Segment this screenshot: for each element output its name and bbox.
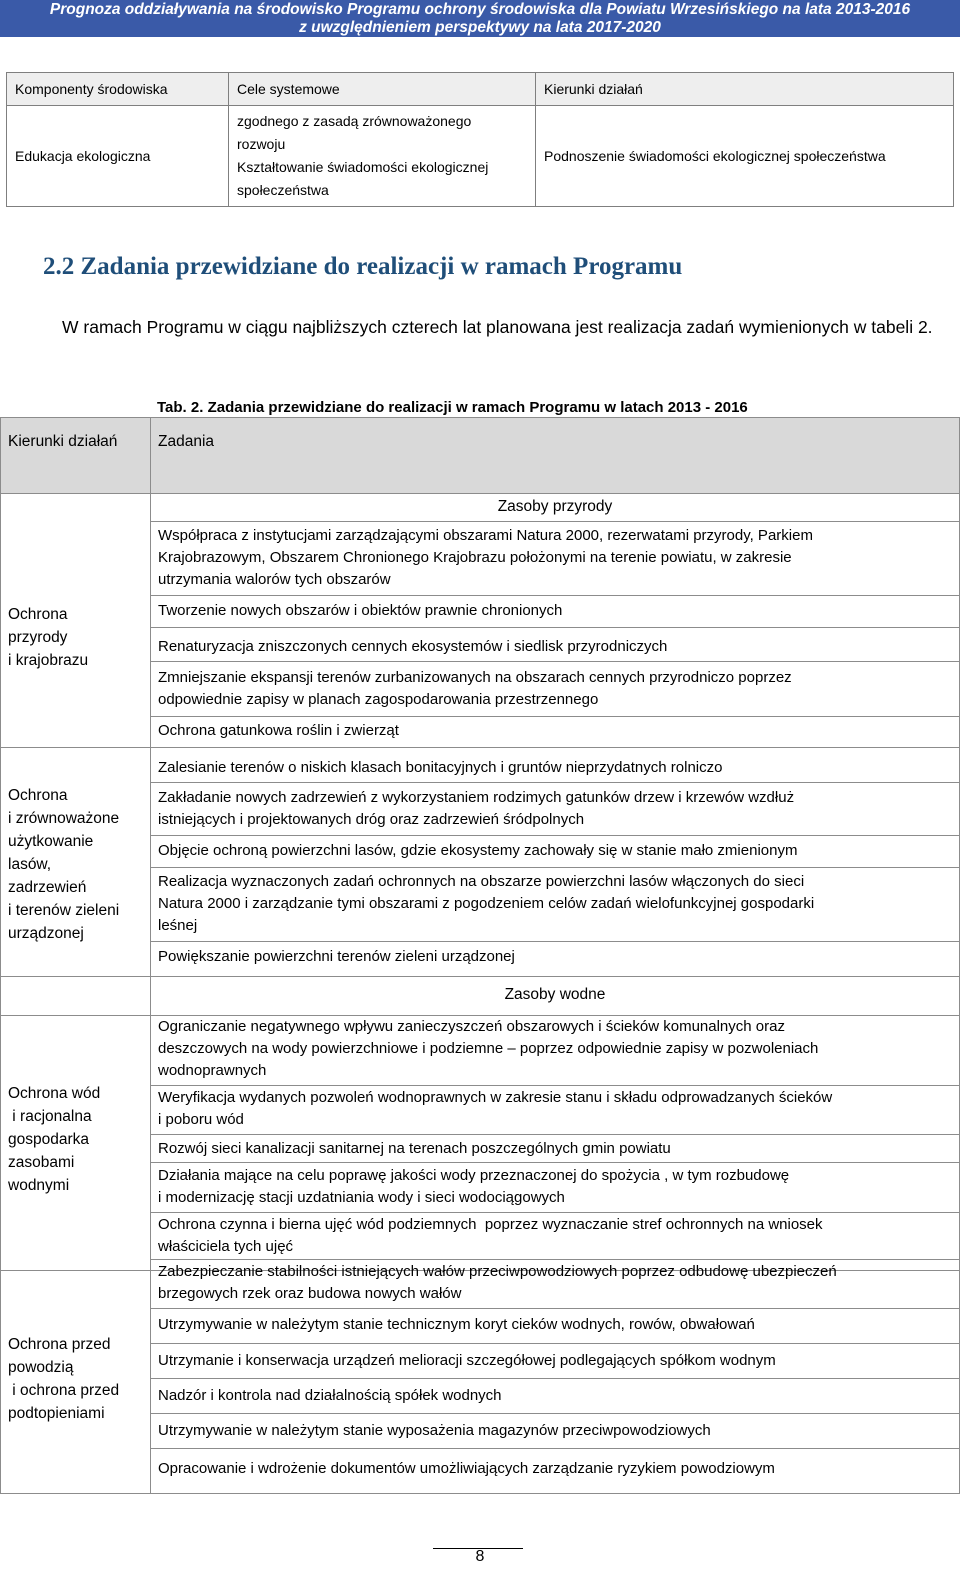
table-border [0, 417, 1, 1493]
task-cell [158, 1385, 948, 1407]
task-line: Zakładanie nowych zadrzewień z wykorzystaniem rodzimych gatunków drzew i krzewów wzdłuż [158, 789, 795, 806]
direction-line: podtopieniami [8, 1405, 105, 1422]
table-border [150, 1448, 960, 1449]
direction-line: zasobami [8, 1154, 75, 1171]
direction-line: i terenów zieleni [8, 902, 120, 919]
task-line: brzegowych rzek oraz budowa nowych wałów [158, 1285, 462, 1302]
column-header-tasks: Zadania [158, 433, 215, 450]
task-cell [158, 871, 948, 937]
table-border [150, 1212, 960, 1213]
header-title-line2: z uwzględnieniem perspektywy na lata 2017-2020 [299, 19, 661, 36]
page-number: 8 [475, 1548, 485, 1565]
task-line: Nadzór i kontrola nad działalnością spółek wodnych [158, 1387, 502, 1404]
table-border [0, 417, 960, 418]
table-border [150, 716, 960, 717]
task-cell [158, 946, 948, 968]
task-line: Rozwój sieci kanalizacji sanitarnej na terenach poszczególnych gmin powiatu [158, 1140, 671, 1157]
components-table [6, 72, 954, 207]
section-heading: 2.2 Zadania przewidziane do realizacji w ramach Programu [43, 253, 683, 280]
task-line: Natura 2000 i zarządzanie tymi obszarami z pogodzeniem celów zadań wielofunkcyjnej gospodarki [158, 895, 815, 912]
task-line: deszczowych na wody powierzchniowe i podziemne – poprzez odpowiednie zapisy w pozwoleniach [158, 1040, 819, 1057]
table-border [150, 1413, 960, 1414]
table-border [150, 1085, 960, 1086]
table-border [150, 521, 960, 522]
task-cell [158, 1087, 948, 1131]
goal-line: społeczeństwa [237, 182, 329, 198]
direction-line: gospodarka [8, 1131, 90, 1148]
components-table-header-row [7, 73, 954, 106]
direction-line: i ochrona przed [8, 1382, 120, 1399]
direction-line: i krajobrazu [8, 652, 89, 669]
task-line: Utrzymywanie w należytym stanie wyposażenia magazynów przeciwpowodziowych [158, 1422, 711, 1439]
header-cell-directions: Kierunki działań [536, 73, 954, 106]
direction-line: powodzią [8, 1359, 74, 1376]
task-line: i poboru wód [158, 1111, 244, 1128]
task-line: i modernizację stacji uzdatniania wody i sieci wodociągowych [158, 1189, 565, 1206]
table-border [150, 1308, 960, 1309]
task-line: Ochrona gatunkowa roślin i zwierząt [158, 722, 399, 739]
task-cell [158, 720, 948, 742]
goal-line: zgodnego z zasadą zrównoważonego [237, 113, 472, 129]
direction-line: użytkowanie [8, 833, 94, 850]
table-border [150, 661, 960, 662]
table-border [150, 1162, 960, 1163]
table-border [0, 493, 960, 494]
task-cell [158, 1138, 948, 1160]
task-line: właściciela tych ujęć [158, 1238, 294, 1255]
direction-line: przyrody [8, 629, 68, 646]
table-border [150, 782, 960, 783]
direction-line: i racjonalna [8, 1108, 92, 1125]
table-border [150, 1259, 960, 1260]
task-cell [158, 1214, 948, 1258]
table-border [150, 1343, 960, 1344]
direction-line: wodnymi [8, 1177, 70, 1194]
direction-forests [8, 784, 146, 945]
header-cell-tasks-bg [150, 417, 960, 493]
table-caption: Tab. 2. Zadania przewidziane do realizacji w ramach Programu w latach 2013 - 2016 [157, 399, 748, 416]
direction-line: zadrzewień [8, 879, 87, 896]
task-cell [158, 525, 948, 591]
task-line: Zalesianie terenów o niskich klasach bonitacyjnych i gruntów nieprzydatnych rolniczo [158, 759, 723, 776]
task-line: Objęcie ochroną powierzchni lasów, gdzie ekosystemy zachowały się w stanie mało zmienionym [158, 842, 798, 859]
page-header [0, 0, 960, 37]
task-cell [158, 787, 948, 831]
task-cell [158, 757, 948, 779]
task-cell [158, 636, 948, 658]
subheading-nature: Zasoby przyrody [497, 498, 613, 515]
goal-line: Kształtowanie świadomości ekologicznej [237, 159, 489, 175]
task-line: Weryfikacja wydanych pozwoleń wodnoprawnych w zakresie stanu i składu odprowadzanych ścieków [158, 1089, 833, 1106]
task-cell [158, 1016, 948, 1082]
table-border [0, 747, 960, 748]
goal-line: rozwoju [237, 136, 286, 152]
task-cell [158, 1420, 948, 1442]
task-cell [158, 840, 948, 862]
task-line: Ograniczanie negatywnego wpływu zanieczyszczeń obszarowych i ścieków komunalnych oraz [158, 1018, 785, 1035]
table-border [0, 976, 960, 977]
task-cell [158, 600, 948, 622]
table-border [150, 627, 960, 628]
task-line: Tworzenie nowych obszarów i obiektów prawnie chronionych [158, 602, 563, 619]
task-line: istniejących i projektowanych dróg oraz zadrzewień śródpolnych [158, 811, 585, 828]
table-border [150, 941, 960, 942]
subheading-water: Zasoby wodne [504, 986, 606, 1003]
cell-goals [229, 106, 536, 207]
section-paragraph: W ramach Programu w ciągu najbliższych czterech lat planowana jest realizacja zadań wymienionych w tabeli 2. [62, 317, 933, 337]
task-line: Współpraca z instytucjami zarządzającymi obszarami Natura 2000, rezerwatami przyrody, Parkiem [158, 527, 813, 544]
task-line: Powiększanie powierzchni terenów zieleni urządzonej [158, 948, 515, 965]
table-row [7, 106, 954, 207]
task-cell [158, 1350, 948, 1372]
task-line: Krajobrazowym, Obszarem Chronionego Krajobrazu położonymi na terenie powiatu, w zakresie [158, 549, 792, 566]
direction-nature-landscape [8, 603, 146, 672]
column-header-directions: Kierunki działań [8, 433, 118, 450]
direction-line: Ochrona przed [8, 1336, 111, 1353]
table-border [150, 417, 151, 1493]
direction-line: urządzonej [8, 925, 84, 942]
task-line: Opracowanie i wdrożenie dokumentów umożliwiających zarządzanie ryzykiem powodziowym [158, 1460, 775, 1477]
table-border [150, 867, 960, 868]
direction-line: Ochrona [8, 606, 68, 623]
header-cell-components: Komponenty środowiska [7, 73, 229, 106]
direction-line: Ochrona [8, 787, 68, 804]
table-border [150, 595, 960, 596]
header-title-line1: Prognoza oddziaływania na środowisko Programu ochrony środowiska dla Powiatu Wrzesińskiego na lata 2013-2016 [49, 1, 911, 18]
task-line: Ochrona czynna i bierna ujęć wód podziemnych poprzez wyznaczanie stref ochronnych na wniosek [158, 1216, 823, 1233]
task-cell [158, 667, 948, 711]
task-line: Renaturyzacja zniszczonych cennych ekosystemów i siedlisk przyrodniczych [158, 638, 668, 655]
task-cell [158, 1261, 948, 1305]
header-cell-goals: Cele systemowe [229, 73, 536, 106]
table-border [0, 1493, 960, 1494]
direction-flood [8, 1333, 146, 1425]
table-border [150, 1378, 960, 1379]
direction-line: i zrównoważone [8, 810, 120, 827]
task-line: wodnoprawnych [158, 1062, 267, 1079]
cell-component: Edukacja ekologiczna [7, 106, 229, 207]
task-cell [158, 1165, 948, 1209]
direction-line: Ochrona wód [8, 1085, 101, 1102]
task-line: odpowiednie zapisy w planach zagospodarowania przestrzennego [158, 691, 599, 708]
task-cell [158, 1458, 948, 1480]
task-line: leśnej [158, 917, 198, 934]
table-border [150, 835, 960, 836]
task-line: Zabezpieczanie stabilności istniejących wałów przeciwpowodziowych poprzez odbudowę ubezpieczeń [158, 1263, 837, 1280]
direction-line: lasów, [8, 856, 52, 873]
task-line: Działania mające na celu poprawę jakości wody przeznaczonej do spożycia , w tym rozbudowę [158, 1167, 790, 1184]
table-border [150, 1134, 960, 1135]
task-line: Utrzymywanie w należytym stanie technicznym koryt cieków wodnych, rowów, obwałowań [158, 1316, 755, 1333]
header-cell-directions-bg [0, 417, 150, 493]
direction-water [8, 1082, 146, 1197]
task-line: Zmniejszanie ekspansji terenów zurbanizowanych na obszarach cennych przyrodniczo poprzez [158, 669, 792, 686]
task-cell [158, 1314, 948, 1336]
cell-direction: Podnoszenie świadomości ekologicznej społeczeństwa [536, 106, 954, 207]
task-line: utrzymania walorów tych obszarów [158, 571, 391, 588]
task-line: Utrzymanie i konserwacja urządzeń melioracji szczegółowej podlegających spółkom wodnym [158, 1352, 776, 1369]
task-line: Realizacja wyznaczonych zadań ochronnych na obszarze powierzchni lasów włączonych do sieci [158, 873, 805, 890]
